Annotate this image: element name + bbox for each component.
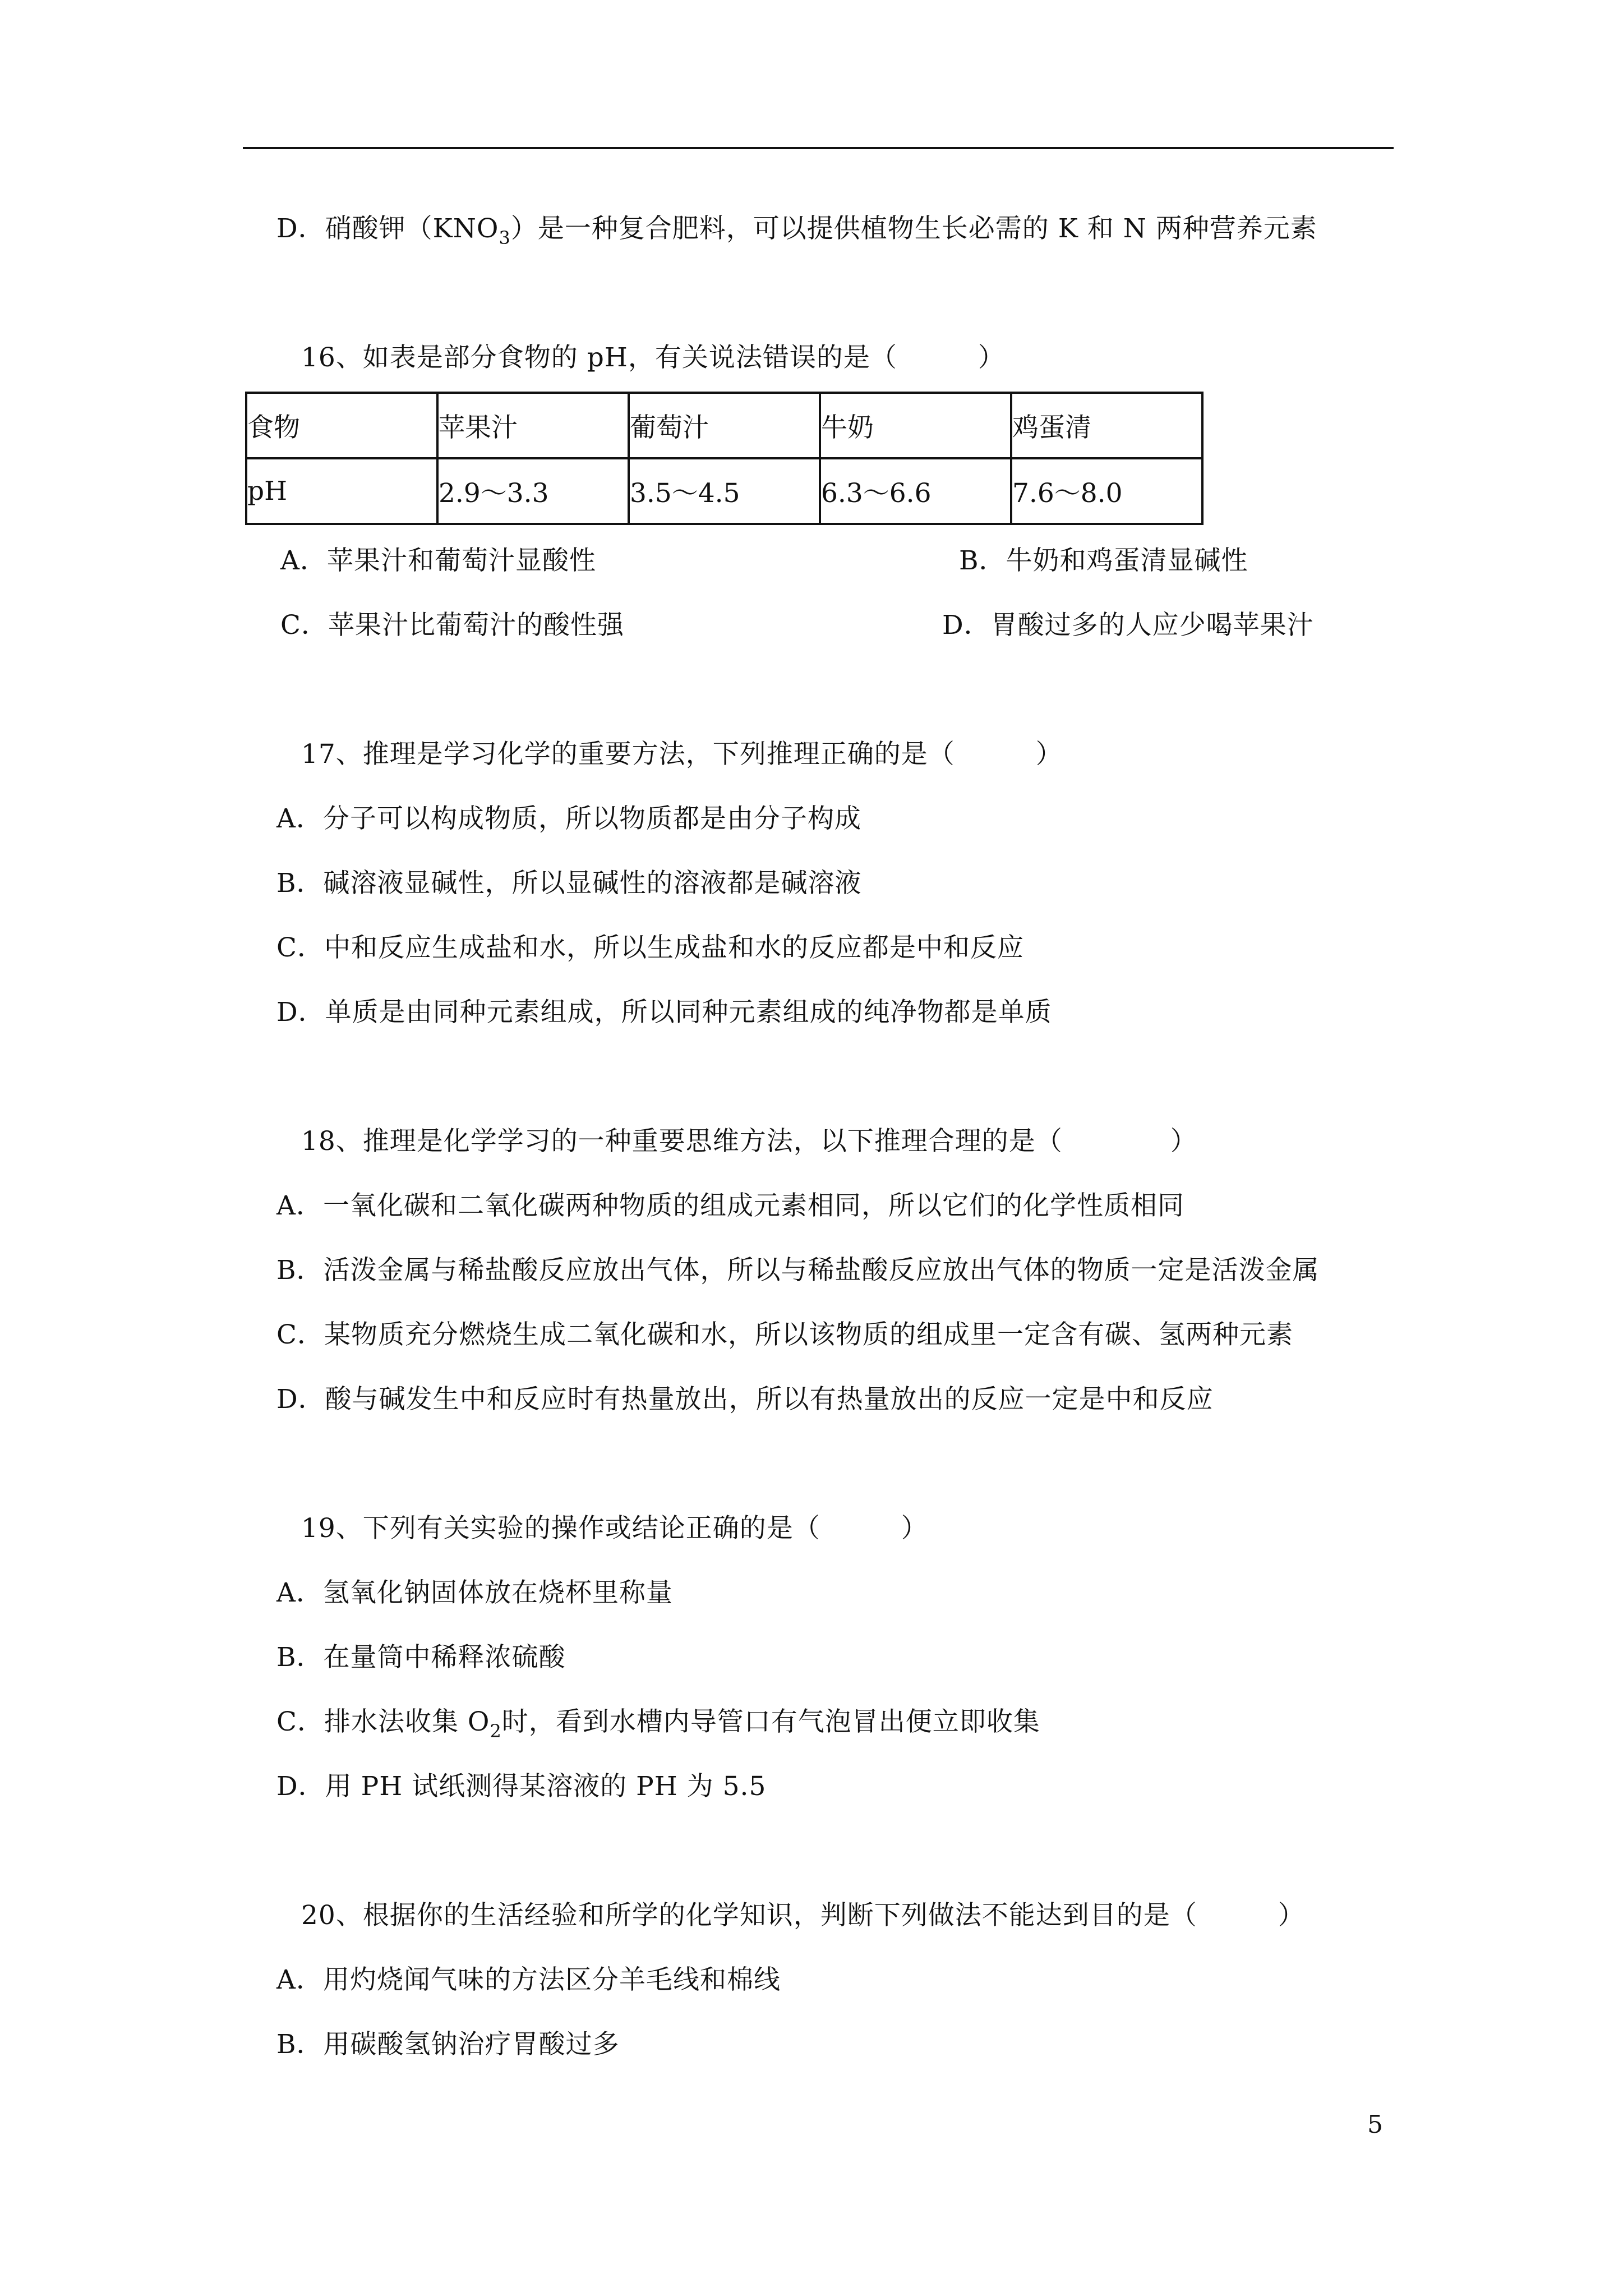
- q19-option-a: A．氢氧化钠固体放在烧杯里称量: [276, 1577, 673, 1608]
- q20-stem: 20、根据你的生活经验和所学的化学知识，判断下列做法不能达到目的是（ ）: [301, 1900, 1305, 1931]
- table-cell: 3.5～4.5: [629, 458, 820, 524]
- q18-option-b: B．活泼金属与稀盐酸反应放出气体，所以与稀盐酸反应放出气体的物质一定是活泼金属: [276, 1255, 1320, 1286]
- q20-option-b: B．用碳酸氢钠治疗胃酸过多: [276, 2029, 620, 2060]
- table-row: [246, 458, 1202, 524]
- table-header-row: [246, 393, 1202, 458]
- q17-option-a: A．分子可以构成物质，所以物质都是由分子构成: [276, 803, 861, 834]
- q16-stem: 16、如表是部分食物的 pH，有关说法错误的是（ ）: [301, 342, 1005, 373]
- table-cell: 食物: [246, 393, 437, 458]
- table-cell: 2.9～3.3: [437, 458, 629, 524]
- subscript: 3: [499, 227, 511, 249]
- header-rule: [243, 147, 1394, 149]
- table-cell: pH: [246, 458, 437, 524]
- q18-option-d: D．酸与碱发生中和反应时有热量放出，所以有热量放出的反应一定是中和反应: [276, 1384, 1214, 1415]
- subscript: 2: [490, 1720, 502, 1742]
- table-cell: 葡萄汁: [629, 393, 820, 458]
- q17-option-c: C．中和反应生成盐和水，所以生成盐和水的反应都是中和反应: [276, 932, 1024, 963]
- q17-option-b: B．碱溶液显碱性，所以显碱性的溶液都是碱溶液: [276, 868, 862, 899]
- q15-option-d: D．硝酸钾$(KNO_3)$是一种复合肥料，可以提供植物生长必需的 K 和 N 两种营养元素: [276, 213, 1317, 249]
- q16-option-b: B．牛奶和鸡蛋清显碱性: [959, 545, 1248, 576]
- q18-stem: 18、推理是化学学习的一种重要思维方法，以下推理合理的是（ ）: [301, 1126, 1197, 1157]
- table-cell: 6.3～6.6: [820, 458, 1011, 524]
- q17-stem: 17、推理是学习化学的重要方法，下列推理正确的是（ ）: [301, 739, 1063, 770]
- q19-option-b: B．在量筒中稀释浓硫酸: [276, 1642, 566, 1673]
- q20-option-a: A．用灼烧闻气味的方法区分羊毛线和棉线: [276, 1964, 781, 1995]
- page-number: 5: [1367, 2110, 1383, 2139]
- q19-option-c: C．排水法收集 $O_2$时，看到水槽内导管口有气泡冒出便立即收集: [276, 1706, 1040, 1742]
- table-cell: 牛奶: [820, 393, 1011, 458]
- q16-option-d: D．胃酸过多的人应少喝苹果汁: [942, 610, 1314, 641]
- q17-option-d: D．单质是由同种元素组成，所以同种元素组成的纯净物都是单质: [276, 997, 1052, 1028]
- ph-table: [245, 392, 1204, 525]
- q19-option-d: D．用 PH 试纸测得某溶液的 PH 为 5.5: [276, 1771, 767, 1802]
- table-cell: 苹果汁: [437, 393, 629, 458]
- q18-option-a: A．一氧化碳和二氧化碳两种物质的组成元素相同，所以它们的化学性质相同: [276, 1190, 1184, 1221]
- q19-stem: 19、下列有关实验的操作或结论正确的是（ ）: [301, 1513, 928, 1544]
- table-cell: 鸡蛋清: [1011, 393, 1202, 458]
- q18-option-c: C．某物质充分燃烧生成二氧化碳和水，所以该物质的组成里一定含有碳、氢两种元素: [276, 1319, 1293, 1350]
- q16-option-a: A．苹果汁和葡萄汁显酸性: [280, 545, 596, 576]
- table-cell: 7.6～8.0: [1011, 458, 1202, 524]
- q16-option-c: C．苹果汁比葡萄汁的酸性强: [280, 610, 624, 641]
